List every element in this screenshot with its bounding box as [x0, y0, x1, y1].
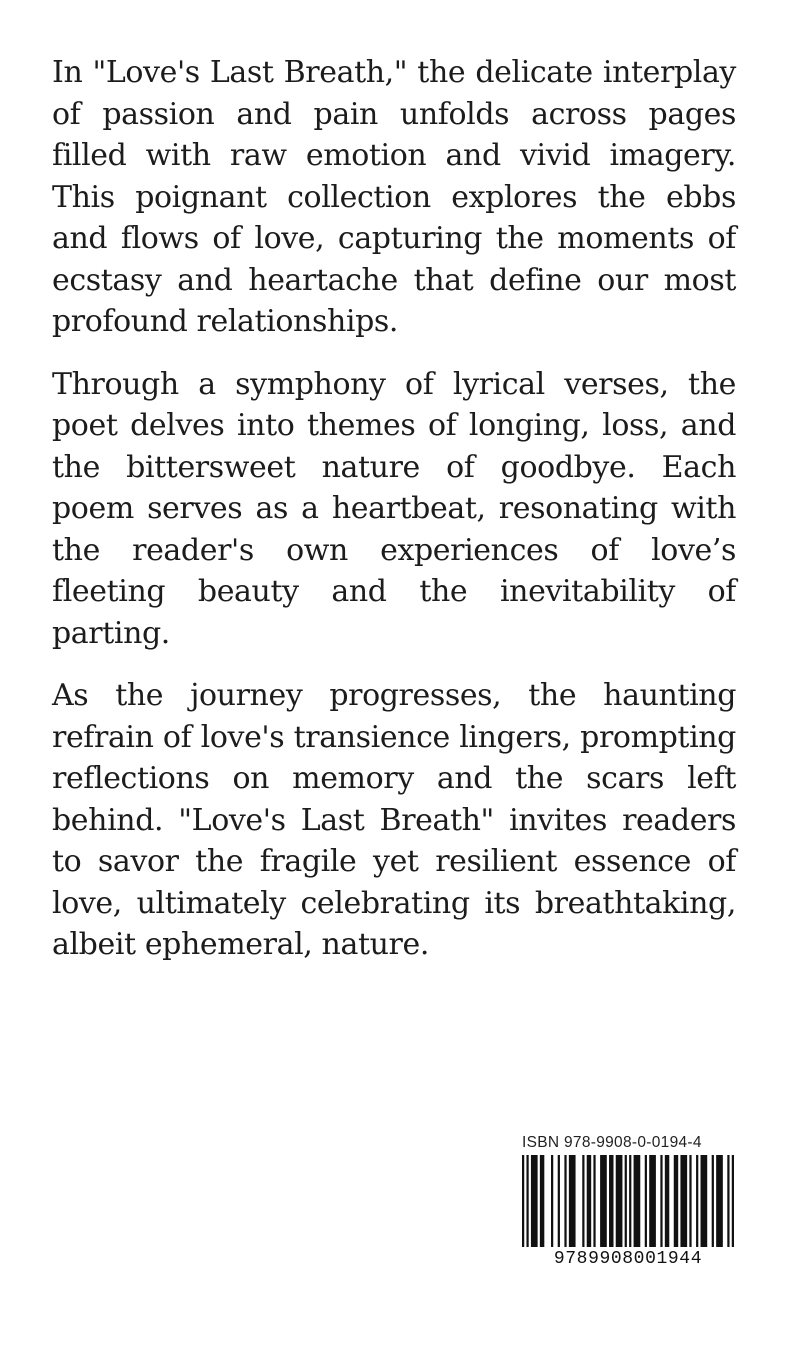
- barcode-digits: 9789908001944: [553, 1249, 703, 1269]
- barcode-bar: [629, 1155, 631, 1247]
- barcode-bar: [593, 1155, 595, 1247]
- barcode-bar: [558, 1155, 560, 1247]
- barcode-bar: [551, 1155, 553, 1247]
- barcode-bar: [600, 1155, 607, 1247]
- barcode-bar: [727, 1155, 729, 1247]
- barcode-bar: [674, 1155, 678, 1247]
- barcode-bar: [540, 1155, 544, 1247]
- barcode-bar: [569, 1155, 576, 1247]
- barcode-bar: [689, 1155, 691, 1247]
- barcode-bar: [582, 1155, 584, 1247]
- barcode-bar: [701, 1155, 708, 1247]
- barcode-bar: [712, 1155, 714, 1247]
- isbn-barcode: [522, 1134, 734, 1269]
- barcode-bar: [609, 1155, 613, 1247]
- barcode-bar: [531, 1155, 538, 1247]
- barcode-bar: [680, 1155, 687, 1247]
- barcode-bar: [649, 1155, 656, 1247]
- barcode-bar: [660, 1155, 662, 1247]
- barcode-bar: [645, 1155, 647, 1247]
- blurb-paragraph-3: As the journey progresses, the haunting refrain of love's transience lingers, prompting reflections on memory and the scars left behind. "Love's Last Breath" invites readers to savor the fragile yet resilient essence of love, ultimately celebrating its breathtaking, albeit ephemeral, nature.: [52, 678, 736, 962]
- barcode-bar: [625, 1155, 627, 1247]
- barcode-bar: [665, 1155, 669, 1247]
- barcode-bar: [587, 1155, 591, 1247]
- barcode-bar: [616, 1155, 623, 1247]
- barcode-bar: [522, 1155, 524, 1247]
- barcode-bar: [634, 1155, 641, 1247]
- blurb-paragraph-1: In "Love's Last Breath," the delicate interplay of passion and pain unfolds across pages filled with raw emotion and vivid imagery. This poignant collection explores the ebbs and flows of love, capturing the moments of ecstasy and heartache that define our most profound relationships.: [52, 55, 736, 339]
- blurb-text: [52, 52, 736, 987]
- barcode-image: [522, 1155, 734, 1247]
- barcode-bar: [526, 1155, 528, 1247]
- isbn-label: ISBN 978-9908-0-0194-4: [522, 1134, 702, 1151]
- barcode-bar: [564, 1155, 566, 1247]
- barcode-bar: [732, 1155, 734, 1247]
- barcode-bar: [696, 1155, 698, 1247]
- barcode-bar: [716, 1155, 723, 1247]
- blurb-paragraph-2: Through a symphony of lyrical verses, the poet delves into themes of longing, loss, and the bittersweet nature of goodbye. Each poem serves as a heartbeat, resonating with the reader's own experiences of love’s fleeting beauty and the inevitability of parting.: [52, 366, 736, 651]
